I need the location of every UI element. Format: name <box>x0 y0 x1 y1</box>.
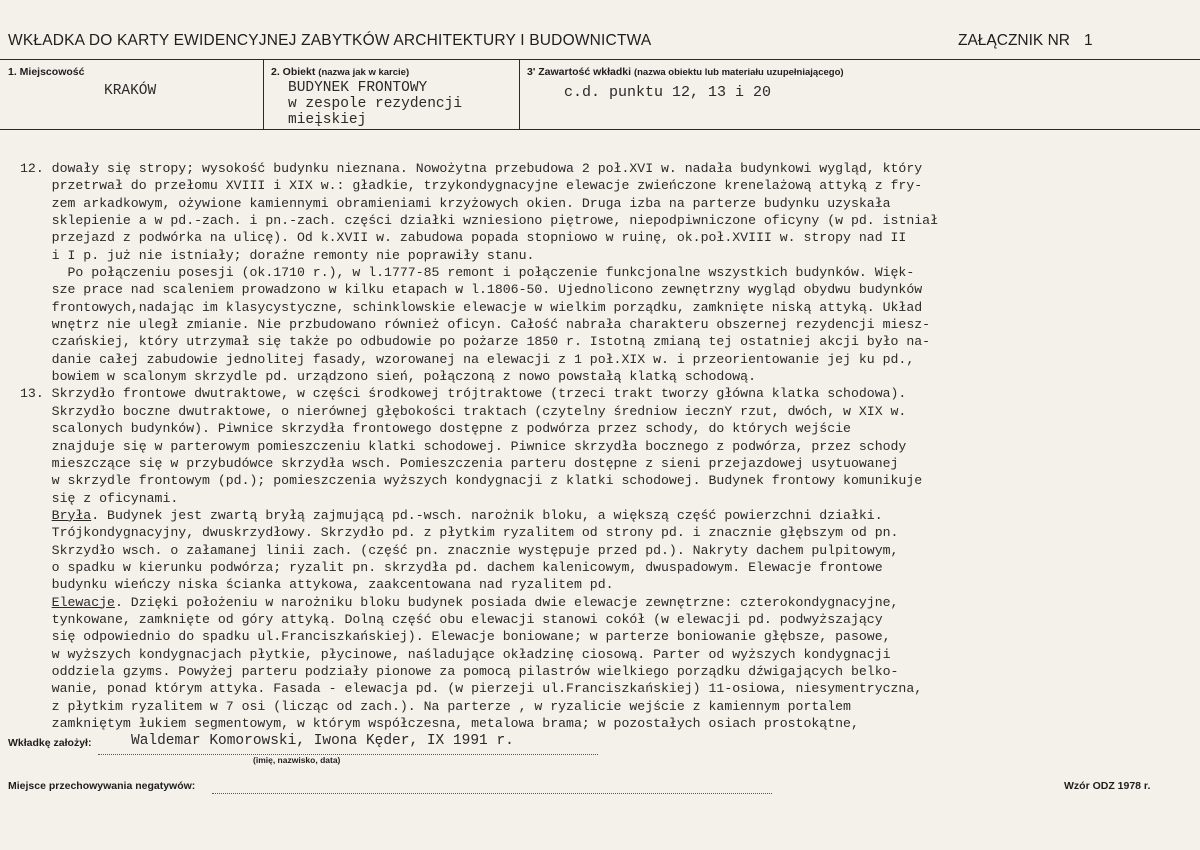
body-line: bowiem w scalonym skrzydle pd. urządzono sień, połączoną z nowo powstałą klatką schodową. <box>20 369 756 385</box>
body-line: mieszczące się w przybudówce skrzydła wsch. Pomieszczenia parteru dostępne z sieni przejazdowej usytuowanej <box>20 455 899 471</box>
negatives-label: Miejsce przechowywania negatywów: <box>8 780 196 792</box>
form-code: Wzór ODZ 1978 r. <box>1064 780 1151 792</box>
body-line: się z oficynami. <box>20 490 179 506</box>
body-line: Elewacje. Dzięki położeniu w narożniku bloku budynek posiada dwie elewacje zewnętrzne: czterokondygnacyjne, <box>51 594 899 610</box>
body-line: przejazd z podwórka na ulicę). Od k.XVII w. zabudowa popada stopniowo w ruinę, ok.poł.XVIII w. stropy nad II <box>20 230 907 246</box>
body-line: przetrwał do przełomu XVIII i XIX w.: gładkie, trzykondygnacyjne elewacje zwieńczone krenelażową attyką z fry- <box>20 178 923 194</box>
body-line: scalonych budynków). Piwnice skrzydła frontowego dostępne z podwórza przez schody, do których wejście <box>20 421 851 437</box>
body-line: z płytkim ryzalitem w 7 osi (licząc od zach.). Na parterze , w ryzalicie wejście z kamiennym portalem <box>20 698 851 714</box>
body-line: frontowych,nadając im klasycystyczne, schinklowskie elewacje w wielkim porządku, zamknięte niską attyką. Układ <box>20 299 923 315</box>
body-line: wanie, ponad którym attyka. Fasada - elewacja pd. (w pierzeji ul.Franciszkańskiej) 11-osiowa, niesymentryczna, <box>20 681 923 697</box>
body-line: tynkowane, zamknięte od góry attyką. Dolną część obu elewacji stanowi cokół (w elewacji pd. podwyższający <box>20 611 883 627</box>
contents-value: c.d. punktu 12, 13 i 20 <box>564 84 772 101</box>
header-divider-bottom <box>0 129 1200 130</box>
body-line: w wyższych kondygnacjach płytkie, płycinowe, naśladujące okładzinę ciosową. Parter od wyższych kondygnacji <box>20 646 891 662</box>
contents-label-block <box>527 66 844 78</box>
body-line: o spadku w kierunku podwórza; ryzalit pn. skrzydła pd. dachem kalenicowym, dwuspadowym. Elewacje frontowe <box>20 559 883 575</box>
body-line: zem arkadkowym, ożywione kamiennymi obramieniami krzyżowych okien. Druga izba na parterze budynku uzyskała <box>20 195 891 211</box>
made-by-line <box>98 754 598 755</box>
body-line: budynku wieńczy niska ścianka attykowa, zaakcentowana nad ryzalitem pd. <box>20 577 614 593</box>
section-heading: Bryła <box>51 507 92 523</box>
made-by-label: Wkładkę założył: <box>8 737 92 749</box>
attachment-number: 1 <box>1083 32 1093 49</box>
body-line: wnętrz nie uległ zmianie. Nie przbudowano również oficyn. Całość nabrała charakteru obszernej rezydencji miesz- <box>20 317 931 333</box>
body-line: Skrzydło wsch. o załamanej linii zach. (część pn. znacznie występuje przed pd.). Nakryty dachem pulpitowym, <box>20 542 899 558</box>
field-divider-1 <box>263 59 264 129</box>
body-line: Trójkondygnacyjny, dwuskrzydłowy. Skrzydło pd. z płytkim ryzalitem od strony pd. i znacznie głębszym od pn. <box>20 525 899 541</box>
form-title: WKŁADKA DO KARTY EWIDENCYJNEJ ZABYTKÓW ARCHITEKTURY I BUDOWNICTWA <box>8 32 652 49</box>
made-by-caption: (imię, nazwisko, data) <box>253 755 341 765</box>
body-line: 12. dowały się stropy; wysokość budynku nieznana. Nowożytna przebudowa 2 poł.XVI w. nadała budynkowi wygląd, który <box>20 161 923 176</box>
body-text <box>20 160 1195 732</box>
object-label-block <box>271 66 409 78</box>
object-label-note: (nazwa jak w karcie) <box>318 67 410 78</box>
field-divider-2 <box>519 59 520 129</box>
body-line: się odpowiednio do spadku ul.Franciszkańskiej). Elewacje boniowane; w parterze boniowanie głębsze, pasowe, <box>20 629 891 645</box>
body-line: zamkniętym łukiem segmentowym, w którym współczesna, metalowa brama; w pozostałych osiach prostokątne, <box>20 716 859 731</box>
body-line: sklepienie a w pd.-zach. i pn.-zach. części działki wzniesiono piętrowe, niepodpiwniczone oficyny (w pd. istniał <box>20 213 938 229</box>
body-line: danie całej zabudowie jednolitej fasady, wzorowanej na elewacji z 1 poł.XIX w. i przeorientowanie jej ku pd., <box>20 351 915 367</box>
section-heading: Elewacje <box>51 594 115 610</box>
made-by-value: Waldemar Komorowski, Iwona Kęder, IX 1991 r. <box>131 733 514 749</box>
body-line: 13. Skrzydło frontowe dwutraktowe, w części środkowej trójtraktowe (trzeci trakt tworzy główna klatka schodowa). <box>20 386 907 402</box>
body-line: w skrzydle frontowym (pd.); pomieszczenia wyższych kondygnacji z klatki schodowej. Budynek frontowy komunikuje <box>20 473 923 489</box>
object-line: w zespole rezydencji <box>288 96 463 112</box>
body-line: Skrzydło boczne dwutraktowe, o nierównej głębokości traktach (czytelny średniow iecznY rzut, dwóch, w XIX w. <box>20 403 907 419</box>
body-line: i I p. już nie istniały; doraźne remonty nie poprawiły stanu. <box>20 247 535 263</box>
body-line: oddziela gzyms. Powyżej parteru podziały pionowe za pomocą pilastrów wielkiego porządku dźwigających belko- <box>20 663 899 679</box>
body-line: Bryła. Budynek jest zwartą bryłą zajmującą pd.-wsch. narożnik bloku, a większą część powierzchni działki. <box>51 507 883 523</box>
object-value <box>288 80 462 128</box>
contents-label-note: (nazwa obiektu lub materiału uzupełniającego) <box>633 67 844 78</box>
body-line: Po połączeniu posesji (ok.1710 r.), w l.1777-85 remont i połączenie funkcjonalne wszystkich budynków. Więk- <box>20 265 915 281</box>
negatives-line <box>212 793 772 794</box>
body-line: znajduje się w parterowym pomieszczeniu klatki schodowej. Piwnice skrzydła bocznego z podwórza, przez schody <box>20 438 907 454</box>
object-label: 2. Obiekt <box>271 66 316 78</box>
body-line: sze prace nad scaleniem prowadzono w kilku etapach w l.1806-50. Ujednolicono zewnętrzny wygląd obydwu budynków <box>20 282 923 298</box>
object-line: mieįskiej <box>288 112 367 128</box>
body-line: czańskiej, który utrzymał się także po odbudowie po pożarze 1850 r. Istotną zmianą tej ostatniej akcji było na- <box>20 334 931 350</box>
attachment-number-block <box>958 32 1093 50</box>
locality-value: KRAKÓW <box>104 83 157 99</box>
locality-label: 1. Miejscowość <box>8 66 85 78</box>
header-divider-top <box>0 59 1200 60</box>
attachment-label: ZAŁĄCZNIK NR <box>958 32 1070 49</box>
object-line: BUDYNEK FRONTOWY <box>288 80 428 96</box>
contents-label: 3' Zawartość wkładki <box>527 66 632 78</box>
